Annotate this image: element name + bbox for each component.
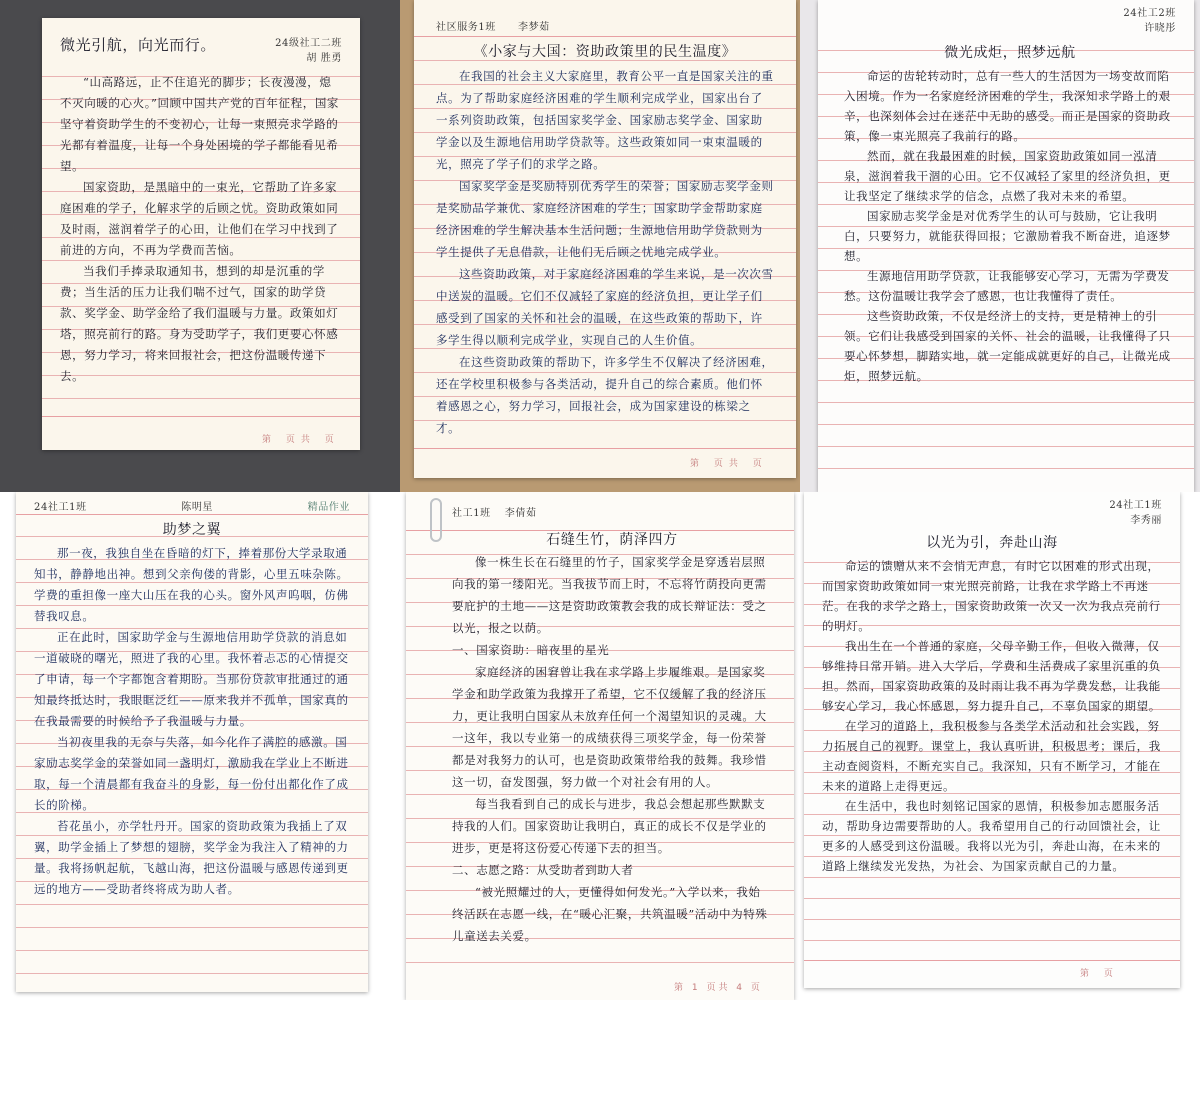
page-footer: 第 1 页共 4 页	[674, 983, 763, 993]
handwritten-page-4	[16, 492, 368, 992]
page-footer: 第 页共 页	[690, 459, 768, 469]
essay-paragraph: 这些资助政策，对于家庭经济困难的学生来说，是一次次雪中送炭的温暖。它们不仅减轻了家庭的经济负担，更让学子们感受到了国家的关怀和社会的温暖，在这些政策的帮助下，许多学生得以顺利完成学业，实现自己的人生价值。	[436, 267, 774, 347]
essay-title: 微光成炬，照梦远航	[944, 45, 1076, 61]
essay-paragraph: “山高路远，止不住追光的脚步；长夜漫漫，熄不灭向暖的心火。”回顾中国共产党的百年征程，国家坚守着资助学生的不变初心，让每一束照亮求学路的光都有着温度，让每一个身处困境的学子都能看见希望。	[60, 75, 340, 173]
handwritten-page-6	[804, 492, 1180, 988]
essay-title: 助梦之翼	[162, 522, 222, 538]
class-label: 社区服务1班	[436, 22, 496, 33]
class-label: 24级社工二班	[275, 38, 342, 49]
page-footer: 第 页共 页	[262, 435, 340, 445]
essay-paragraph: 命运的馈赠从来不会悄无声息，有时它以困难的形式出现，而国家资助政策如同一束光照亮前路，让我在求学路上不再迷茫。在我的求学之路上，国家资助政策一次又一次为我点亮前行的明灯。	[822, 559, 1161, 633]
essay-paragraph: 当初夜里我的无奈与失落，如今化作了满腔的感激。国家励志奖学金的荣誉如同一盏明灯，激励我在学业上不断进取，每一个清晨都有我奋斗的身影，每一份付出都化作了成长的阶梯。	[34, 735, 349, 812]
class-label: 24社工1班	[34, 502, 87, 513]
class-label: 24社工1班	[1109, 500, 1162, 511]
handwritten-page-1	[42, 18, 360, 450]
essay-paragraph: 我出生在一个普通的家庭，父母辛勤工作，但收入微薄，仅够维持日常开销。进入大学后，学费和生活费成了家里沉重的负担。然而，国家资助政策的及时雨让我不再为学费发愁，让我能够安心学习，我心怀感恩，努力提升自己，不辜负国家的期望。	[822, 639, 1161, 713]
page-footer: 第 页	[1080, 969, 1119, 979]
essay-paragraph: 在生活中，我也时刻铭记国家的恩情，积极参加志愿服务活动，帮助身边需要帮助的人。我希望用自己的行动回馈社会，让更多的人感受到这份温暖。我将以光为引，奔赴山海，在未来的道路上继续发光发热，为社会、为国家贡献自己的力量。	[822, 799, 1161, 873]
essay-paragraph: 国家资助，是黑暗中的一束光，它帮助了许多家庭困难的学子，化解求学的后顾之忧。资助政策如同及时雨，滋润着学子的心田，让他们在学习中找到了前进的方向，不再为学费而苦恼。	[60, 180, 339, 257]
photo-cell-6	[800, 492, 1200, 1000]
essay-paragraph: 苔花虽小，亦学牡丹开。国家的资助政策为我插上了双翼，助学金插上了梦想的翅膀，奖学金为我注入了精神的力量。我将扬帆起航，飞越山海，把这份温暖与感恩传递到更远的地方——受助者终将成为助人者。	[34, 819, 349, 896]
class-label: 社工1班	[452, 508, 491, 519]
essay-paragraph: 在学习的道路上，我积极参与各类学术活动和社会实践，努力拓展自己的视野。课堂上，我认真听讲，积极思考；课后，我主动查阅资料，不断充实自己。我深知，只有不断学习，才能在未来的道路上走得更远。	[822, 719, 1161, 793]
essay-title: 石缝生竹，荫泽四方	[546, 532, 678, 548]
author-name: 陈明星	[181, 502, 214, 513]
essay-paragraph: 这些资助政策，不仅是经济上的支持，更是精神上的引领。它们让我感受到国家的关怀、社会的温暖，让我懂得了只要心怀梦想，脚踏实地，就一定能成就更好的自己，让微光成炬，照梦远航。	[844, 309, 1171, 383]
photo-cell-5	[400, 492, 800, 1000]
author-name: 李梦茹	[517, 22, 550, 33]
essay-paragraph: 正在此时，国家助学金与生源地信用助学贷款的消息如一道破晓的曙光，照进了我的心里。我怀着忐忑的心情提交了申请，每一个字都饱含着期盼。当那份贷款审批通过的通知最终抵达时，我眼眶泛红——原来我并不孤单，国家真的在我最需要的时候给予了我温暖与力量。	[34, 630, 349, 728]
essay-paragraph: 每当我看到自己的成长与进步，我总会想起那些默默支持我的人们。国家资助让我明白，真正的成长不仅是学业的进步，更是将这份爱心传递下去的担当。	[452, 797, 767, 855]
handwritten-page-5	[406, 492, 794, 1000]
handwritten-page-3	[818, 0, 1194, 492]
essay-paragraph: 生源地信用助学贷款，让我能够安心学习，无需为学费发愁。这份温暖让我学会了感恩，也让我懂得了责任。	[844, 269, 1170, 303]
essay-paragraph: 国家励志奖学金是对优秀学生的认可与鼓励，它让我明白，只要努力，就能获得回报；它激励着我不断奋进，追逐梦想。	[844, 209, 1171, 263]
paper-clip-icon	[430, 498, 442, 542]
author-name: 许晓彤	[1144, 23, 1176, 34]
essay-paragraph: 在这些资助政策的帮助下，许多学生不仅解决了经济困难，还在学校里积极参与各类活动，提升自己的综合素质。他们怀着感恩之心，努力学习，回报社会，成为国家建设的栋梁之才。	[436, 355, 774, 435]
essay-paragraph: 家庭经济的困窘曾让我在求学路上步履维艰。是国家奖学金和助学政策为我撑开了希望，它不仅缓解了我的经济压力，更让我明白国家从未放弃任何一个渴望知识的灵魂。大一这年，我以专业第一的成绩获得三项奖学金，每一份荣誉都是对我努力的认可，也是资助政策带给我的鼓舞。我珍惜这一切，奋发图强，努力做一个对社会有用的人。	[452, 665, 767, 789]
essay-paragraph: 像一株生长在石缝里的竹子，国家奖学金是穿透岩层照向我的第一缕阳光。当我拔节而上时，不忘将竹荫投向更需要庇护的土地——这是资助政策教会我的成长辩证法：受之以光，报之以荫。	[452, 555, 767, 635]
class-label: 24社工2班	[1123, 8, 1176, 19]
author-name: 李倩茹	[504, 508, 537, 519]
photo-cell-2	[400, 0, 800, 492]
essay-paragraph: 在我国的社会主义大家庭里，教育公平一直是国家关注的重点。为了帮助家庭经济困难的学生顺利完成学业，国家出台了一系列资助政策，包括国家奖学金、国家励志奖学金、国家助学金以及生源地信用助学贷款等。这些政策如同一束束温暖的光，照亮了学子们的求学之路。	[436, 69, 774, 171]
author-name: 李秀丽	[1130, 515, 1162, 526]
essay-paragraph: 然而，就在我最困难的时候，国家资助政策如同一泓清泉，滋润着我干涸的心田。它不仅减轻了家里的经济负担，更让我坚定了继续求学的信念，点燃了我对未来的希望。	[844, 149, 1171, 203]
handwritten-page-2	[414, 0, 796, 478]
essay-paragraph: 命运的齿轮转动时，总有一些人的生活因为一场变故而陷入困境。作为一名家庭经济困难的学生，我深知求学路上的艰辛，也深刻体会过在迷茫中无助的感受。而正是国家的资助政策，像一束光照亮了我前行的路。	[844, 69, 1171, 143]
essay-title: 微光引航，向光而行。	[60, 36, 217, 54]
essay-paragraph: 国家奖学金是奖励特别优秀学生的荣誉；国家励志奖学金则是奖励品学兼优、家庭经济困难的学生；国家助学金帮助家庭经济困难的学生解决基本生活问题；生源地信用助学贷款则为学生提供了无息借款，让他们无后顾之忧地完成学业。	[436, 179, 774, 259]
essay-title: 以光为引，奔赴山海	[926, 535, 1058, 551]
brand-label: 精品作业	[307, 502, 350, 513]
essay-paragraph: “被光照耀过的人，更懂得如何发光。”入学以来，我始终活跃在志愿一线，在“暖心汇聚，共筑温暖”活动中为特殊儿童送去关爱。	[452, 885, 768, 943]
essay-paragraph: 那一夜，我独自坐在昏暗的灯下，捧着那份大学录取通知书，静静地出神。想到父亲佝偻的背影，心里五味杂陈。学费的重担像一座大山压在我的心头。窗外风声呜咽，仿佛替我叹息。	[34, 546, 349, 623]
photo-cell-4	[0, 492, 400, 1000]
author-name: 胡 胜勇	[306, 53, 342, 64]
photo-cell-3	[800, 0, 1200, 492]
essay-title: 《小家与大国：资助政策里的民生温度》	[473, 44, 737, 60]
essay-paragraph: 当我们手捧录取通知书，想到的却是沉重的学费；当生活的压力让我们喘不过气，国家的助学贷款、奖学金、助学金给了我们温暖与力量。政策如灯塔，照亮前行的路。身为受助学子，我们更要心怀感恩，努力学习，将来回报社会，把这份温暖传递下去。	[60, 264, 339, 383]
section-heading: 一、国家资助：暗夜里的星光	[452, 643, 610, 657]
section-heading: 二、志愿之路：从受助者到助人者	[452, 863, 634, 877]
photo-cell-1	[0, 0, 400, 492]
